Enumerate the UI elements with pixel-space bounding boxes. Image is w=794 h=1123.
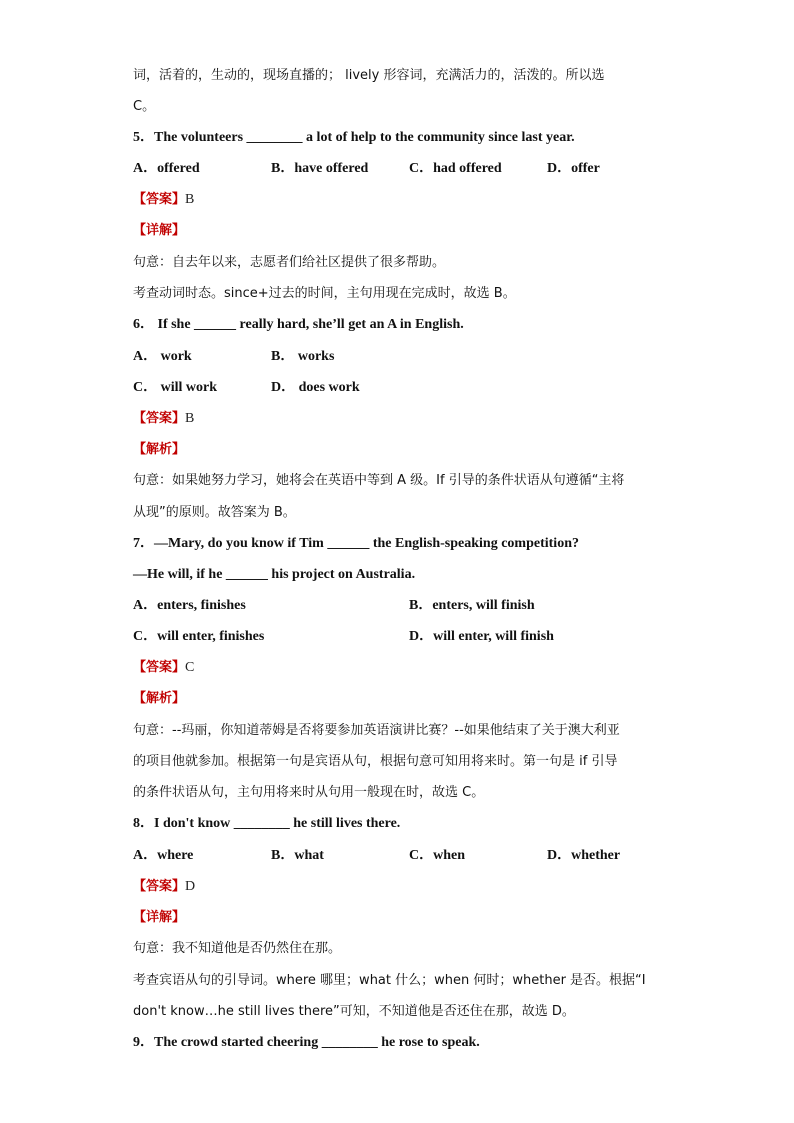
answer-tag: 【答案】B [133, 192, 195, 207]
question-8-options [133, 846, 693, 866]
answer-tag: 【答案】B [133, 411, 195, 426]
option-d: D． does work [271, 380, 360, 395]
explain-tag: 【详解】 [133, 223, 186, 238]
option-b: B．enters, will finish [409, 598, 535, 613]
option-a: A．where [133, 848, 194, 863]
answer-value: B [185, 192, 195, 207]
answer-value: D [185, 879, 196, 894]
question-9-stem: 9．The crowd started cheering ________ he rose to speak. [133, 1035, 480, 1050]
explanation-line: don't know…he still lives there”可知，不知道他是否还住在那，故选 D。 [133, 1004, 575, 1019]
explanation-line: 句意：我不知道他是否仍然住在那。 [133, 941, 342, 956]
question-5-stem: 5．The volunteers ________ a lot of help to the community since last year. [133, 130, 575, 145]
question-5-options [133, 159, 693, 179]
explanation-line: 句意：自去年以来，志愿者们给社区提供了很多帮助。 [133, 255, 446, 270]
answer-tag: 【答案】C [133, 660, 195, 675]
question-6-options-row-1 [133, 347, 693, 367]
question-7-options-row-1 [133, 596, 693, 616]
answer-tag: 【答案】D [133, 879, 196, 894]
question-7-stem-1: 7．—Mary, do you know if Tim ______ the English-speaking competition? [133, 536, 579, 551]
option-b: B． works [271, 349, 335, 364]
option-c: C．will enter, finishes [133, 629, 265, 644]
explanation-line: 的项目他就参加。根据第一句是宾语从句，根据句意可知用将来时。第一句是 if 引导 [133, 754, 618, 769]
question-6-options-row-2 [133, 378, 693, 398]
option-c: C．had offered [409, 161, 502, 176]
question-6-stem: 6． If she ______ really hard, she’ll get an A in English. [133, 317, 464, 332]
option-a: A． work [133, 349, 192, 364]
option-b: B．what [271, 848, 324, 863]
option-c: C． will work [133, 380, 217, 395]
explanation-line: 的条件状语从句，主句用将来时从句用一般现在时，故选 C。 [133, 785, 485, 800]
option-d: D．whether [547, 848, 621, 863]
option-b: B．have offered [271, 161, 369, 176]
option-d: D．will enter, will finish [409, 629, 554, 644]
explain-tag: 【解析】 [133, 691, 186, 706]
explanation-line: 句意：--玛丽，你知道蒂姆是否将要参加英语演讲比赛？--如果他结束了关于澳大利亚 [133, 723, 620, 738]
option-d: D．offer [547, 161, 600, 176]
question-7-stem-2: —He will, if he ______ his project on Australia. [133, 567, 416, 582]
question-7-options-row-2 [133, 627, 693, 647]
explanation-line: 考查宾语从句的引导词。where 哪里；what 什么；when 何时；whether 是否。根据“I [133, 973, 646, 988]
explain-tag: 【详解】 [133, 910, 186, 925]
explanation-line: 词，活着的，生动的，现场直播的； lively 形容词，充满活力的，活泼的。所以选 [133, 68, 605, 83]
explanation-line: C。 [133, 99, 156, 114]
option-a: A．enters, finishes [133, 598, 246, 613]
answer-value: B [185, 411, 195, 426]
explanation-line: 从现”的原则。故答案为 B。 [133, 505, 296, 520]
explanation-line: 考查动词时态。since+过去的时间，主句用现在完成时，故选 B。 [133, 286, 516, 301]
option-a: A．offered [133, 161, 200, 176]
answer-value: C [185, 660, 195, 675]
question-8-stem: 8．I don't know ________ he still lives there. [133, 816, 401, 831]
explain-tag: 【解析】 [133, 442, 186, 457]
explanation-line: 句意：如果她努力学习，她将会在英语中等到 A 级。If 引导的条件状语从句遵循“主将 [133, 473, 625, 488]
option-c: C．when [409, 848, 466, 863]
